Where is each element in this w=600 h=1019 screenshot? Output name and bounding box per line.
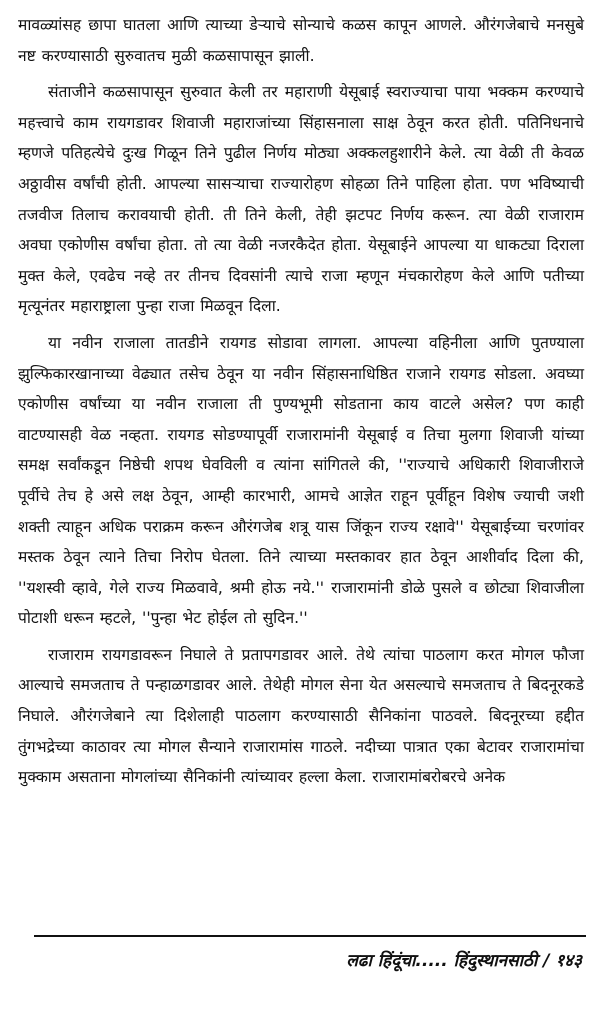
page-number: १४३ xyxy=(555,951,582,971)
page-body xyxy=(18,10,584,799)
paragraph-3: या नवीन राजाला तातडीने रायगड सोडावा लागला. आपल्या वहिनीला आणि पुतण्याला झुल्फिकारखानाच्या वेढ्यात तसेच ठेवून या नवीन सिंहासनाधिष्ठित राजाने रायगड सोडला. अवघ्या एकोणीस वर्षांच्या या नवीन राजाला ती पुण्यभूमी सोडताना काय वाटले असेल? पण काही वाटण्यासही वेळ नव्हता. रायगड सोडण्यापूर्वी राजारामांनी येसूबाई व तिचा मुलगा शिवाजी यांच्या समक्ष सर्वांकडून निष्ठेची शपथ घेवविली व त्यांना सांगितले की, ''राज्याचे अधिकारी शिवाजीराजे पूर्वीचे तेच हे असे लक्ष ठेवून, आम्ही कारभारी, आमचे आज्ञेत राहून पूर्वीहून विशेष ज्याची जशी शक्ती त्याहून अधिक पराक्रम करून औरंगजेब शत्रू यास जिंकून राज्य रक्षावे'' येसूबाईच्या चरणांवर मस्तक ठेवून त्याने तिचा निरोप घेतला. तिने त्याच्या मस्तकावर हात ठेवून आशीर्वाद दिला की, ''यशस्वी व्हावे, गेले राज्य मिळवावे, श्रमी होऊ नये.'' राजारामांनी डोळे पुसले व छोट्या शिवाजीला पोटाशी धरून म्हटले, ''पुन्हा भेट होईल तो सुदिन.'' xyxy=(18,333,584,628)
footer-separator: / xyxy=(543,951,550,971)
page-footer xyxy=(346,948,582,971)
footer-divider xyxy=(34,935,586,937)
paragraph-4: राजाराम रायगडावरून निघाले ते प्रतापगडावर आले. तेथे त्यांचा पाठलाग करत मोगल फौजा आल्याचे समजताच ते पन्हाळगडावर आले. तेथेही मोगल सेना येत असल्याचे समजताच ते बिदनूरकडे निघाले. औरंगजेबाने त्या दिशेलाही पाठलाग करण्यासाठी सैनिकांना पाठवले. बिदनूरच्या हद्दीत तुंगभद्रेच्या काठावर त्या मोगल सैन्याने राजारामांस गाठले. नदीच्या पात्रात एका बेटावर राजारामांचा मुक्काम असताना मोगलांच्या सैनिकांनी त्यांच्यावर हल्ला केला. राजारामांबरोबरचे अनेक xyxy=(18,645,584,787)
paragraph-2: संताजीने कळसापासून सुरुवात केली तर महाराणी येसूबाई स्वराज्याचा पाया भक्कम करण्याचे महत्त्वाचे काम रायगडावर शिवाजी महाराजांच्या सिंहासनाला साक्ष ठेवून करत होती. पतिनिधनाचे म्हणजे पतिहत्येचे दुःख गिळून तिने पुढील निर्णय मोठ्या अक्कलहुशारीने केले. त्या वेळी ती केवळ अठ्ठावीस वर्षांची होती. आपल्या सासऱ्याचा राज्यारोहण सोहळा तिने पाहिला होता. पण भविष्याची तजवीज तिलाच करावयाची होती. ती तिने केली, तेही झटपट निर्णय करून. त्या वेळी राजाराम अवघा एकोणीस वर्षांचा होता. तो त्या वेळी नजरकैदेत होता. येसूबाईने आपल्या या धाकट्या दिराला मुक्त केले, एवढेच नव्हे तर तीनच दिवसांनी त्याचे राजा म्हणून मंचकारोहण केले आणि पतीच्या मृत्यूनंतर महाराष्ट्राला पुन्हा राजा मिळवून दिला. xyxy=(18,83,584,316)
book-title: लढा हिंदूंचा..... हिंदुस्थानसाठी xyxy=(346,951,538,971)
paragraph-1: मावळ्यांसह छापा घातला आणि त्याच्या डेऱ्याचे सोन्याचे कळस कापून आणले. औरंगजेबाचे मनसुबे नष्ट करण्यासाठी सुरुवातच मुळी कळसापासून झाली. xyxy=(18,16,584,65)
